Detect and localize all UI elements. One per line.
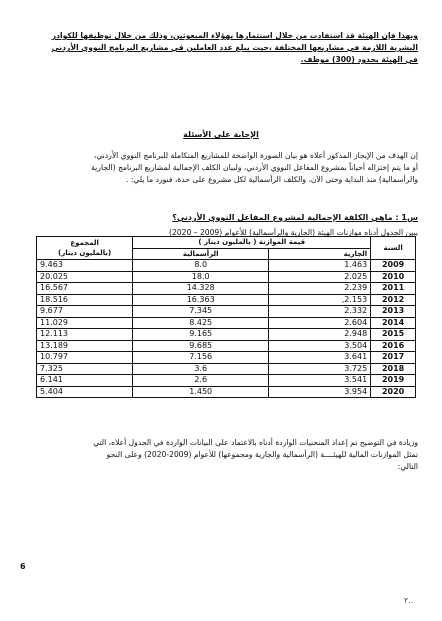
cell-capital: 9.685: [133, 340, 269, 352]
cell-total: 6.141: [37, 375, 133, 387]
table-body: [37, 260, 416, 398]
cell-current: 1.463: [269, 260, 371, 272]
cell-year: 2019: [371, 375, 416, 387]
cell-current: 2.948: [269, 329, 371, 341]
cell-capital: 2.6: [133, 375, 269, 387]
cell-total: 12.113: [37, 329, 133, 341]
cell-total: 13.189: [37, 340, 133, 352]
cell-year: 2015: [371, 329, 416, 341]
section-heading: الإجابة على الأسئلة: [183, 130, 259, 139]
header-capital: الرأسمالية: [133, 248, 269, 260]
cell-capital: 1.450: [133, 386, 269, 398]
table-row: [37, 375, 416, 387]
cell-year: 2017: [371, 352, 416, 364]
cell-current: 3.641: [269, 352, 371, 364]
header-budget-value: قيمة الموازنة ( بالمليون دينار ): [133, 237, 371, 249]
table-row: [37, 271, 416, 283]
table-row: [37, 340, 416, 352]
cell-current: 2.332: [269, 306, 371, 318]
cell-total: 7.325: [37, 363, 133, 375]
cell-capital: 7.156: [133, 352, 269, 364]
cell-year: 2010: [371, 271, 416, 283]
cell-capital: 9.165: [133, 329, 269, 341]
table-row: [37, 317, 416, 329]
table-row: [37, 283, 416, 295]
cell-capital: 7.345: [133, 306, 269, 318]
cell-current: 2.604: [269, 317, 371, 329]
cell-year: 2011: [371, 283, 416, 295]
intro-line-3: في الهيئة بحدود (300) موظف.: [300, 55, 418, 64]
cell-year: 2018: [371, 363, 416, 375]
table-row: [37, 260, 416, 272]
cell-current: 3.541: [269, 375, 371, 387]
table-row: [37, 329, 416, 341]
intro-line-1: وبهذا فإن الهيئة قد استفادت من خلال استثمارها بهؤلاء المبعوثين، وذلك من خلال توظيفها للكوادر: [51, 31, 418, 40]
answer-line-2: أو ما يتم إختزاله أحياناً بمشروع المفاعل النووي الأردني، ولبيان الكلف الإجمالية لمشاريع البرنامج (الجارية: [91, 163, 418, 172]
answer-line-1: إن الهدف من الإيجاز المذكور أعلاه هو بيان الصورة الواضحة للمشاريع المتكاملة للبرنامج النووي الأردني،: [93, 151, 418, 160]
intro-line-2: البشرية اللازمة في مشاريعها المختلفة ،حيث يبلغ عدد العاملين في مشاريع البرنامج النووي الأردني: [51, 43, 418, 52]
closing-line-2: تمثل الموازنات المالية للهيئــــة (الرأسمالية والجارية ومجموعها) للأعوام (2009-2020) وعلى النحو: [106, 450, 418, 459]
table-row: [37, 363, 416, 375]
closing-line-3: التالي:: [397, 462, 418, 471]
cell-year: 2020: [371, 386, 416, 398]
table-row: [37, 306, 416, 318]
question-heading: س1 : ماهي الكلفة الإجمالية لمشروع المفاعل النووي الأردني؟: [172, 213, 418, 222]
cell-capital: 8.0: [133, 260, 269, 272]
cell-current: 3.954: [269, 386, 371, 398]
cell-year: 2014: [371, 317, 416, 329]
cell-total: 18.516: [37, 294, 133, 306]
table-row: [37, 294, 416, 306]
cell-capital: 18.0: [133, 271, 269, 283]
table-header-row: [37, 237, 416, 249]
header-total: [37, 237, 133, 260]
cell-current: 2.153,: [269, 294, 371, 306]
table-row: [37, 386, 416, 398]
cell-total: 5.404: [37, 386, 133, 398]
closing-line-1: وزيادة في التوضيح تم إعداد المنحنيات الواردة أدناه بالاعتماد على البيانات الواردة في الجدول أعلاه، التي: [93, 438, 418, 447]
header-year: السنة: [371, 237, 416, 260]
cell-year: 2016: [371, 340, 416, 352]
answer-paragraph: [24, 150, 418, 186]
answer-line-3: والرأسمالية) منذ البداية وحتى الآن، والكلف الرأسمالية لكل مشروع على حدة، فنورد ما يلي: .: [126, 175, 418, 184]
cell-current: 3.725: [269, 363, 371, 375]
cell-year: 2009: [371, 260, 416, 272]
cell-capital: 3.6: [133, 363, 269, 375]
header-total-label: المجموع: [70, 239, 99, 247]
header-current: الجارية: [269, 248, 371, 260]
cell-year: 2013: [371, 306, 416, 318]
cell-current: 3.504: [269, 340, 371, 352]
cell-total: 16.567: [37, 283, 133, 295]
table-caption: يبين الجدول أدناه موازنات الهيئة (الجارية والرأسمالية) للأعوام (2009 – 2020): [169, 228, 418, 237]
cell-total: 10.797: [37, 352, 133, 364]
cell-total: 9.463: [37, 260, 133, 272]
cell-year: 2012: [371, 294, 416, 306]
cell-current: 2.025: [269, 271, 371, 283]
cell-total: 20.025: [37, 271, 133, 283]
table-row: [37, 352, 416, 364]
cell-capital: 14.328: [133, 283, 269, 295]
intro-paragraph: [24, 30, 418, 66]
cell-total: 9.677: [37, 306, 133, 318]
closing-paragraph: [24, 437, 418, 473]
corner-mark: ٢..: [404, 596, 414, 605]
cell-total: 11.029: [37, 317, 133, 329]
budget-table: [36, 236, 416, 398]
cell-capital: 8.425: [133, 317, 269, 329]
cell-current: 2.239: [269, 283, 371, 295]
cell-capital: 16.363: [133, 294, 269, 306]
page-number: 6: [20, 562, 26, 571]
header-total-unit: (بالمليون دينار): [58, 249, 112, 257]
